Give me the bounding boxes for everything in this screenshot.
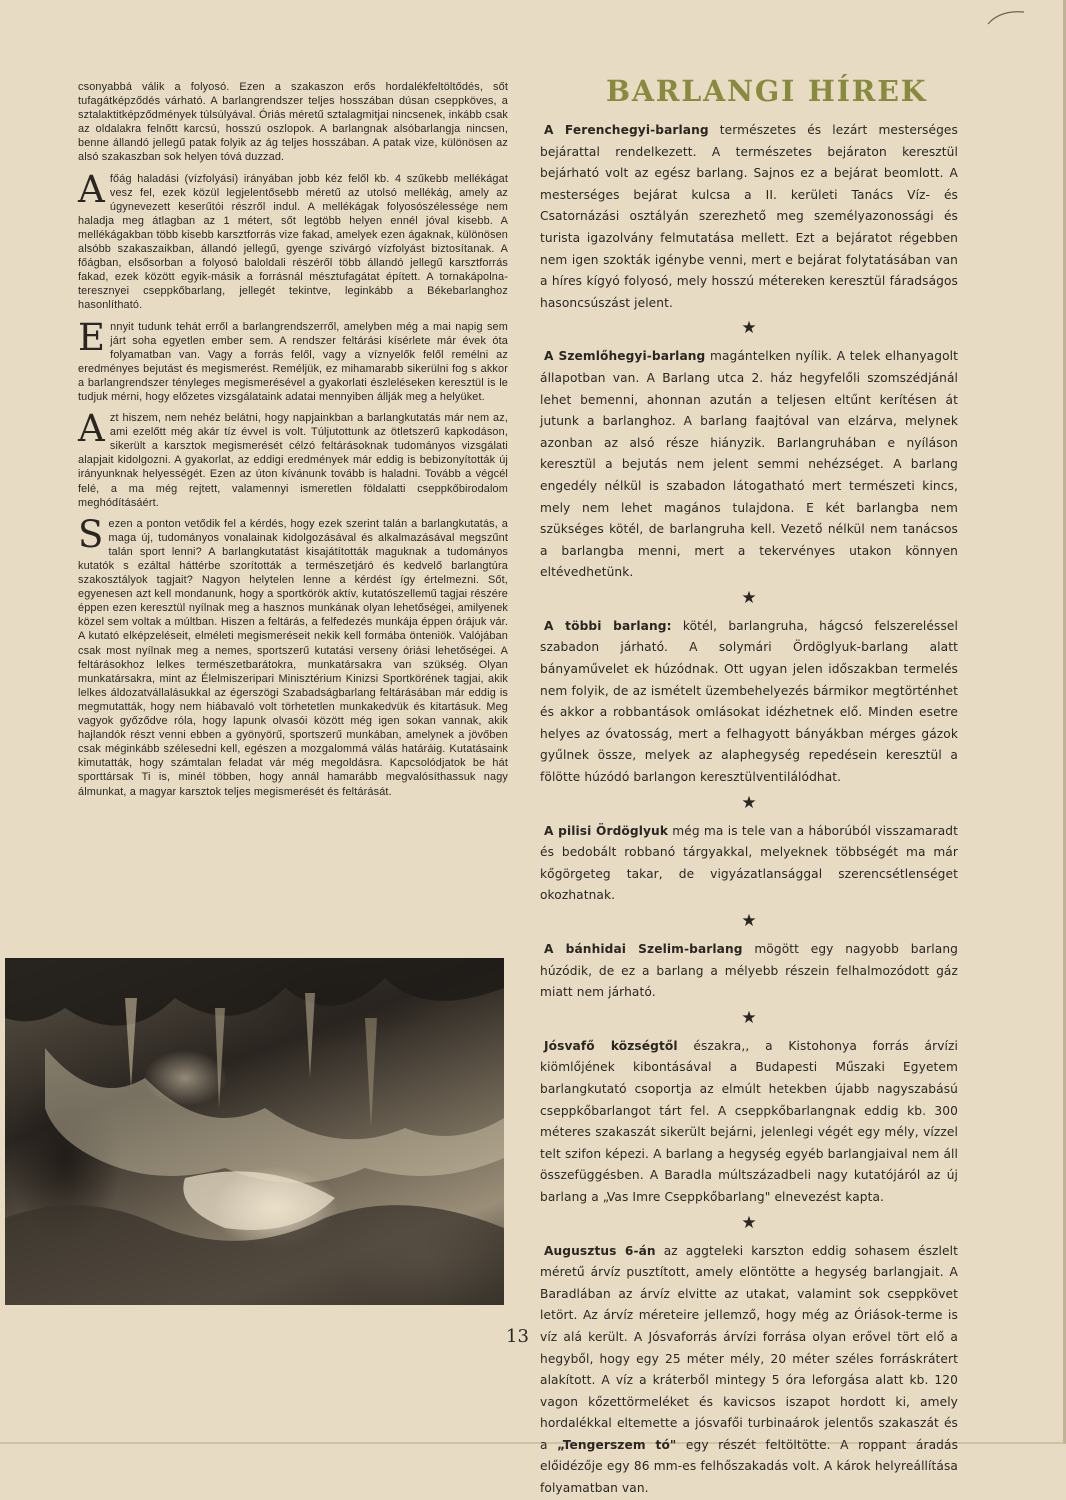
star-separator-icon: ★ [741,1007,757,1028]
article-paragraph: A főág haladási (vízfolyási) irányában jobb kéz felől kb. 4 szűkebb mellékágat vesz fel, ezek közül legjelentősebb méretű az utolsó mellékág, amely az úgynevezett keserűtói részről indul. A mellékágak folyosószélessége nem haladja meg átlagban az 1 métert, sőt legtöbb helyen ennél jóval kisebb. A mellékágakban több kisebb karsztforrás vize fakad, amelyek ezen ágaknak, különösen alsóbb szakaszaikban, állandó jellegű, gyenge szivárgó vízfolyást biztosítanak. A főágban, elsősorban a folyosó baloldali részéről több állandó jellegű karsztforrás fakad, ezek között egyik-másik a forrásnál mésztufagátat épített. A tornakápolna-teresznyei cseppkőbarlang, jellegét tekintve, leginkább a Békebarlanghoz hasonlítható. [78,167,508,312]
drop-cap: E [78,315,106,359]
article-paragraph: Ennyit tudunk tehát erről a barlangrendszerről, amelyben még a mai napig sem járt soha egyetlen ember sem. A rendszer feltárási kísérlete már évek óta folyamatban van. Vagy a forrás felől, vagy a víznyelők felől remélni az eredményes bejutást és megismerést. Reméljük, ez mihamarabb sikerülni fog s akkor a barlangrendszer tényleges megismerésével a gyakorlati észleléseken keresztül is le tudjuk mérni, hogy előzetes vizsgálataink adatai mennyiben állják meg a helyüket. [78,315,508,403]
page-number: 13 [506,1326,529,1347]
drop-cap: S [78,512,104,556]
article-paragraph: Sezen a ponton vetődik fel a kérdés, hogy ezek szerint talán a barlangkutatás, a maga új, tudományos vonalainak kidolgozásával és alkalmazásával megszűnt talán sport lenni? A barlangkutatást kisajátították maguknak a tudományos kutatók s ezáltal háttérbe szorították a természetjáró és kedvelő barlangtúra szakosztályok tagjait? Nagyon helytelen lenne a kérdést így értelmezni. Sőt, egyenesen azt kell mondanunk, hogy a sportkörök aktív, kutatószellemű tagjai részére éppen ezen keresztül nyílnak meg a hasznos munkának olyan lehetőségei, amilyenek közel sem voltak a múltban. Hiszen a feltárás, a felfedezés munkája éppen órájuk vár. A kutató elképzeléseit, elméleti megismeréseit nekik kell formába önteniök. Valójában csak most nyílnak meg a nemes, sportszerű kutatási verseny óriási lehetőségei. A feltárásokhoz lelkes természetbarátokra, munkatársakra van szükség. Olyan munkatársakra, mint az Élelmiszeripari Minisztérium Kinizsi Sportkörének tagjai, akik lelkes áldozatvállalásukkal az égerszögi Szabadságbarlang feltárásában már eddig is megmutatták, hogy nem hiábavaló volt törhetetlen munkakedvük és kitartásuk. Meg vagyok győződve róla, hogy lapunk olvasói között még igen sokan vannak, akik hajlandók részt venni ebben a gyönyörű, sportszerű munkában, amelynek a jövőben csak méginkább szélesedni kell, egészen a mozgalommá válás határáig. Kutatásaink kimutatták, hogy számtalan feladat vár még megoldásra. Kapcsolódjatok be hát sporttársak Ti is, minél többen, hogy annál hamarább megvalósíthassuk nagy álmunkat, a magyar karsztok teljes megismerését és feltárását. [78,512,508,798]
cave-photograph [5,958,504,1305]
star-separator-icon: ★ [741,1212,757,1233]
news-item: Jósvafő községtől északra,, a Kistohonya forrás árvízi kiömlőjének kibontásával a Budapesti Műszaki Egyetem barlangkutató csoportja az elmúlt hetekben újabb nagyszabású cseppkőbarlangot tárt fel. A cseppkőbarlangnak eddig kb. 300 méteres szakaszát sikerült bejárni, jelenlegi végét egy mély, vízzel telt szifon képezi. A barlang a hegység egyéb barlangjaival nem áll összefüggésben. A Baradla múltszázadbeli nagy kutatójáról az új barlang a „Vas Imre Cseppkőbarlang" elnevezést kapta. [540,1038,958,1204]
news-item: A bánhidai Szelim-barlang mögött egy nagyobb barlang húzódik, de ez a barlang a mélyebb részein felhalmozódott gáz miatt nem járható. [540,942,958,1000]
news-item: A többi barlang: kötél, barlangruha, hágcsó felszereléssel szabadon járható. A solymári Ördöglyuk-barlang alatt bányaművelet ek húzódnak. Ott ugyan jelen időszakban termelés nem folyik, de az ismételt üzembehelyezés bármikor megtörténhet és akkor a robbantások omlásokat idézhetnek elő. Minden esetre helyes az óvatosság, mert a felhagyott bányákban mérges gázok gyűlnek össze, melyek az alaphegység repedésein keresztül a fölötte húzódó barlangon keresztülventilálódhat. [540,618,958,785]
news-item: A Ferenchegyi-barlang természetes és lezárt mesterséges bejárattal rendelkezett. A természetes bejáraton keresztül bejárható volt az egész barlang. Sajnos ez a bejárat beomlott. A mesterséges bejárat kulcsa a II. kerületi Tanács Víz- és Csatornázási osztályán szerezhető meg személyazonossági és turista igazolvány felmutatása mellett. Ezt a bejáratot régebben nem igen szokták igénybe venni, mert e bejárat folytatásában van a híres kígyó folyosó, mely hosszú métereken keresztül fáradságos hasoncsúszást jelent. [540,123,958,310]
star-separator-icon: ★ [741,587,757,608]
article-paragraph: Azt hiszem, nem nehéz belátni, hogy napjainkban a barlangkutatás már nem az, ami ezelőtt még akár tíz évvel is volt. Túljutottunk az ötletszerű kapkodáson, sikerült a karsztok megismerését célzó feltárásoknak tudományos vizsgálati alapjait kidolgozni. A gyakorlat, az eddigi eredmények már eddig is bebizonyították új irányunknak helyességét. Ezen az úton kívánunk tovább is haladni. Tovább a végcél felé, a ma még rejtett, valamennyi ismeretlen földalatti cseppkőbirodalom meghódításáért. [78,407,508,509]
corner-scribble-icon [986,8,1026,28]
news-item: A Szemlőhegyi-barlang magántelken nyílik. A telek elhanyagolt állapotban van. A Barlang utca 2. ház hegyfelőli szomszédjánál lehet bemenni, ahonnan azután a teljesen eltűnt kerítésen át jutunk a barlanghoz. A barlang faajtóval van elzárva, melynek azonban az alsó része hiányzik. Barlangruhában e nyíláson keresztül a bejutás nem jelent semmi nehézséget. A barlang engedély nélkül is szabadon látogatható mert természeti kincs, mely nem lehet magános tulajdona. E két barlangba nem szükséges kötél, de barlangruha kell. Vezető nélkül nem tanácsos a barlangba menni, mert a tekervényes utakon könnyen eltévedhetünk. [540,349,958,580]
article-column [78,80,508,806]
news-column [540,120,958,1500]
article-paragraph: csonyabbá válik a folyosó. Ezen a szakaszon erős hordalékfeltöltődés, sőt tufagátképződés várható. A barlangrendszer teljes hosszában dúsan cseppköves, a sztalaktitképződmények túlsúlyával. Óriás méretű sztalagmitjai nincsenek, inkább csak az oldalakra felnőtt karcsú, hosszú oszlopok. A barlangnak alsóbarlangja nincsen, benne állandó jellegű patak folyik az ág teljes hosszában. A patak vize, különösen az alsó szakaszban sok helyen tóvá duzzad. [78,81,508,164]
news-item: Augusztus 6-án az aggteleki karszton eddig sohasem észlelt méretű árvíz pusztított, amely elöntötte a hegység barlangjait. A Baradlában az árvíz elvitte az utakat, valamint sok cseppkövet letört. Az árvíz méreteire jellemző, hogy még az Óriások-terme is víz alá került. A Jósvaforrás árvízi forrása olyan erővel tört elő a hegyből, hogy egy 25 méter mély, 20 méter széles forráskrátert alakított. A víz a kráterből mintegy 5 óra leforgása alatt kb. 120 vagon kőzettörmeléket és kavicsos iszapot hordott ki, amely hordalékkal eltemette a jósvafői turbinaárok jelentős szakaszát és a „Tengerszem tó" egy részét feltöltötte. A roppant áradás előidézője egy 86 mm-es felhőszakadás volt. A károk helyreállítása folyamatban van. [540,1243,959,1496]
drop-cap: A [78,407,105,451]
drop-cap: A [78,167,105,211]
news-item: A pilisi Ördöglyuk még ma is tele van a háborúból visszamaradt és bedobált robbanó tárgyakkal, melyeknek többségét ma már kőgörgeteg takar, de vigyázatlansággal szerencsétlenséget okozhatnak. [540,823,958,903]
section-headline: BARLANGI HÍREK [606,74,928,108]
star-separator-icon: ★ [741,792,757,813]
star-separator-icon: ★ [741,911,757,931]
star-separator-icon: ★ [741,318,757,339]
